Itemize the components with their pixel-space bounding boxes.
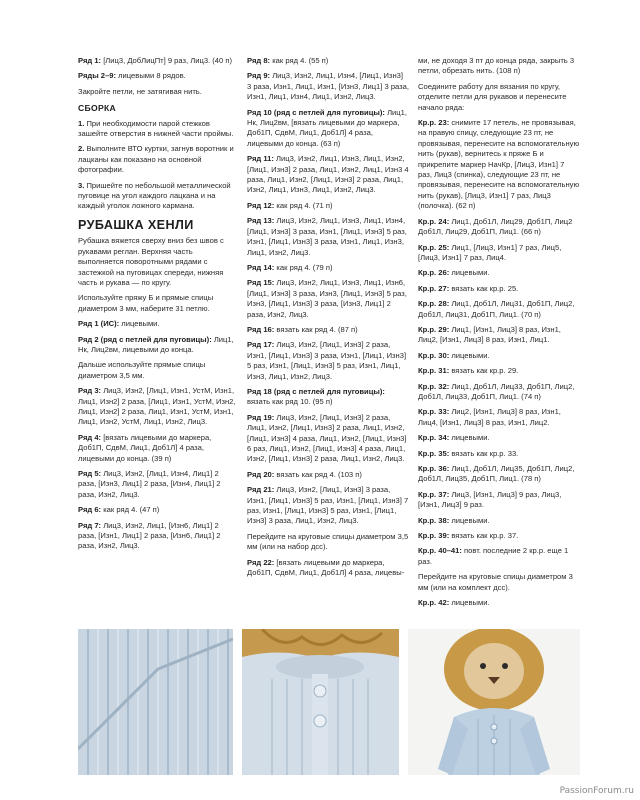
- paragraph: Ряд 11: Лиц3, Изн2, Лиц1, Изн3, Лиц1, Изн2, [Лиц1, Изн3] 2 раза, Лиц1, Изн2, Лиц1, Изн3 4 раза, Лиц1, Изн2, [Лиц1, Изн3] 2 раза, Лиц1, Изн2, Лиц1, Изн3, Лиц1, Изн2, Лиц3.: [247, 154, 409, 195]
- paragraph: Ряд 10 (ряд с петлей для пуговицы): Лиц1, Нк, Лиц2вм, [вязать лицевыми до маркера, Доб1П, СдвМ, Лиц1, Доб1Л] 4 раза, лицевыми до конца. (63 п): [247, 107, 407, 148]
- paragraph: Ряд 6: как ряд 4. (47 п): [78, 505, 160, 515]
- paragraph: Кр.р. 26: лицевыми.: [418, 268, 490, 278]
- shirt-detail-photo: [242, 629, 399, 775]
- paragraph: Перейдите на круговые спицы диаметром 3 мм (или на комплект дсс).: [418, 572, 573, 592]
- paragraph: Ряд 16: вязать как ряд 4. (87 п): [247, 324, 358, 334]
- paragraph: Ряд 7: Лиц3, Изн2, Лиц1, [Изн6, Лиц1] 2 раза, [Изн1, Лиц1] 2 раза, [Изн6, Лиц1] 2 раза, Изн2, Лиц3.: [78, 520, 221, 551]
- paragraph: Ряд 13: Лиц3, Изн2, Лиц1, Изн3, Лиц1, Изн4, [Лиц1, Изн3] 3 раза, Изн1, [Лиц1, Изн3] 5 раз, Изн1, [Лиц1, Изн3] 3 раза, Изн1, Лиц1, Изн3, Лиц1, Изн2, Лиц3.: [247, 216, 407, 257]
- paragraph: ми, не доходя 3 пт до конца ряда, закрыть 3 петли, обрезать нить. (108 п): [418, 56, 575, 76]
- shirt-detail-image: [242, 629, 399, 775]
- paragraph: Ряд 4: [вязать лицевыми до маркера, Доб1П, СдвМ, Лиц1, Доб1Л] 4 раза, лицевыми до конца. (39 п): [78, 432, 212, 463]
- list-item: 3. Пришейте по небольшой металлической пуговице на угол каждого лацкана и на каждый уголок ложного кармана.: [78, 180, 231, 211]
- paragraph: Кр.р. 39: вязать как кр.р. 37.: [418, 531, 519, 541]
- paragraph: Ряд 8: как ряд 4. (55 п): [247, 56, 329, 65]
- paragraph: Кр.р. 28: Лиц1, Доб1Л, Лиц31, Доб1П, Лиц2, Доб1Л, Лиц31, Доб1П, Лиц1. (70 п): [418, 299, 575, 319]
- knit-texture-photo: [78, 629, 233, 775]
- column-2: [247, 56, 409, 583]
- paragraph: Ряд 9: Лиц3, Изн2, Лиц1, Изн4, [Лиц1, Изн3] 3 раза, Изн1, Лиц1, Изн1, [Изн3, Лиц1] 3 раза, Изн1, Лиц1, Изн4, Лиц1, Изн2, Лиц3.: [247, 71, 410, 102]
- paragraph: Ряд 12: как ряд 4. (71 п): [247, 200, 333, 210]
- paragraph: Закройте петли, не затягивая нить.: [78, 86, 202, 96]
- paragraph: Кр.р. 30: лицевыми.: [418, 350, 490, 360]
- paragraph: Используйте пряжу Б и прямые спицы диаметром 3 мм, наберите 31 петлю.: [78, 293, 214, 313]
- paragraph: Кр.р. 42: лицевыми.: [418, 598, 490, 608]
- lion-toy-photo: [408, 629, 580, 775]
- column-1: [78, 56, 238, 557]
- paragraph: Ряд 1 (ИС): лицевыми.: [78, 319, 160, 329]
- paragraph: Ряд 18 (ряд с петлей для пуговицы): вязать как ряд 10. (95 п): [247, 386, 385, 407]
- paragraph: Дальше используйте прямые спицы диаметром 3,5 мм.: [78, 360, 206, 380]
- list-item: 1. При необходимости парой стежков зашейте отверстия в нижней части проймы.: [78, 118, 234, 139]
- column-3: [418, 56, 580, 613]
- section-title: РУБАШКА ХЕНЛИ: [78, 217, 194, 232]
- knit-texture-image: [78, 629, 233, 775]
- watermark-credit: PassionForum.ru: [559, 786, 634, 796]
- paragraph: Ряд 15: Лиц3, Изн2, Лиц1, Изн3, Лиц1, Изн6, [Лиц1, Изн3] 3 раза, Изн3, [Лиц1, Изн3] 5 раз, Изн3, [Лиц1, Изн3] 3 раза, [Изн3, Лиц1] 2 раза, Изн2, Лиц3.: [247, 278, 407, 319]
- paragraph: Кр.р. 37: Лиц3, [Изн1, Лиц3] 9 раз, Лиц3, [Изн1, Лиц3] 9 раз.: [418, 489, 562, 510]
- paragraph: Ряд 22: [вязать лицевыми до маркера, Доб1П, СдвМ, Лиц1, Доб1Л] 4 раза, лицевы-: [247, 557, 405, 578]
- paragraph: Ряд 20: вязать как ряд 4. (103 п): [247, 469, 362, 479]
- paragraph: Кр.р. 27: вязать как кр.р. 25.: [418, 283, 519, 293]
- paragraph: Ряд 19: Лиц3, Изн2, [Лиц1, Изн3] 2 раза, Лиц1, Изн2, [Лиц1, Изн3] 2 раза, Лиц1, Изн2, [Лиц1, Изн3] 4 раза, Лиц1, Изн2, [Лиц1, Изн3] 6 раз, Лиц1, Изн2, [Лиц1, Изн3] 4 раза, Лиц1, Изн2, [Лиц1, Изн3] 2 раза, Лиц1, Изн2, Лиц3.: [247, 412, 407, 464]
- paragraph: Ряд 2 (ряд с петлей для пуговицы): Лиц1, Нк, Лиц2вм, лицевыми до конца.: [78, 334, 234, 354]
- paragraph: Перейдите на круговые спицы диаметром 3,5 мм (или на набор дсс).: [247, 531, 409, 552]
- paragraph: Кр.р. 36: Лиц1, Доб1Л, Лиц35, Доб1П, Лиц2, Доб1Л, Лиц35, Доб1П, Лиц1. (78 п): [418, 464, 575, 484]
- paragraph: Ряд 21: Лиц3, Изн2, [Лиц1, Изн3] 3 раза, Изн1, [Лиц1, Изн3] 5 раз, Изн1, [Лиц1, Изн3] 7 раз, Изн1, [Лиц1, Изн3] 5 раз, Изн1, [Лиц1, Изн3] 3 раза, Лиц1, Изн2, Лиц3.: [247, 485, 409, 526]
- paragraph: Кр.р. 31: вязать как кр.р. 29.: [418, 366, 519, 376]
- paragraph: Рубашка вяжется сверху вниз без швов с рукавами реглан. Верхняя часть выполняется поворотными рядами с застежкой на пуговицах спереди, нижняя часть и рукава — по кругу.: [78, 236, 224, 287]
- paragraph: Ряд 1: [Лиц3, ДобЛицПт] 9 раз, Лиц3. (40 п): [78, 56, 232, 65]
- paragraph: Кр.р. 29: Лиц1, [Изн1, Лиц3] 8 раз, Изн1, Лиц2, [Изн1, Лиц3] 8 раз, Изн1, Лиц1.: [418, 324, 561, 345]
- paragraph: Кр.р. 23: снимите 17 петель, не провязывая, на правую спицу, следующие 23 пт, не провязывая, перенесите на вспомогательную нить (рукав), вернитесь к пряже Б и прикрепите маркер НачКр, [Лиц3, Изн1] 7 раз, Лиц3 (спинка), следующие 23 пт, не провязывая, перенесите на вспомогательную нить (рукав), [Лиц3, Изн1] 7 раз, Лиц3 (полочка). (62 п): [418, 118, 580, 211]
- paragraph: Ряд 3: Лиц3, Изн2, [Лиц1, Изн1, УстМ, Изн1, Лиц1, Изн2] 2 раза, [Лиц1, Изн1, УстМ, Изн2, Лиц1, Изн2] 2 раза, Лиц1, Изн1, УстМ, Изн1, Лиц1, Изн2, УстМ, Лиц1, Изн2, Лиц3.: [78, 386, 236, 427]
- paragraph: Кр.р. 35: вязать как кр.р. 33.: [418, 448, 519, 458]
- paragraph: Соедините работу для вязания по кругу, отделите петли для рукавов и перенесите начало ряда:: [418, 81, 567, 112]
- paragraph: Кр.р. 34: лицевыми.: [418, 433, 490, 443]
- paragraph: Ряды 2–9: лицевыми 8 рядов.: [78, 71, 186, 81]
- paragraph: Ряд 5: Лиц3, Изн2, [Лиц1, Изн4, Лиц1] 2 раза, [Изн3, Лиц1] 2 раза, [Изн4, Лиц1] 2 раза, Изн2, Лиц3.: [78, 469, 221, 499]
- paragraph: Кр.р. 32: Лиц1, Доб1Л, Лиц33, Доб1П, Лиц2, Доб1Л, Лиц33, Доб1П, Лиц1. (74 п): [418, 381, 575, 401]
- paragraph: Кр.р. 25: Лиц1, [Лиц3, Изн1] 7 раз, Лиц5, [Лиц3, Изн1] 7 раз, Лиц4.: [418, 242, 562, 262]
- paragraph: Кр.р. 40–41: повт. последние 2 кр.р. еще 1 раз.: [418, 546, 569, 566]
- paragraph: Ряд 17: Лиц3, Изн2, [Лиц1, Изн3] 2 раза, Изн1, [Лиц1, Изн3] 3 раза, Изн1, [Лиц1, Изн3] 5 раз, Изн1, [Лиц1, Изн3] 5 раз, Изн1, Лиц1, Изн3, Лиц1, Изн2, Лиц3.: [247, 340, 407, 381]
- paragraph: Кр.р. 24: Лиц1, Доб1Л, Лиц29, Доб1П, Лиц2 Доб1Л, Лиц29, Доб1П, Лиц1. (66 п): [418, 216, 573, 237]
- lion-toy-image: [408, 629, 580, 775]
- assembly-steps: [78, 119, 238, 212]
- list-item: 2. Выполните ВТО куртки, загнув воротник и лацканы как показано на основной фотографии.: [78, 144, 234, 175]
- assembly-heading: СБОРКА: [78, 103, 117, 114]
- paragraph: Кр.р. 33: Лиц2, [Изн1, Лиц3] 8 раз, Изн1, Лиц4, [Изн1, Лиц3] 8 раз, Изн1, Лиц2.: [418, 407, 561, 427]
- paragraph: Ряд 14: как ряд 4. (79 п): [247, 262, 333, 272]
- paragraph: Кр.р. 38: лицевыми.: [418, 515, 490, 525]
